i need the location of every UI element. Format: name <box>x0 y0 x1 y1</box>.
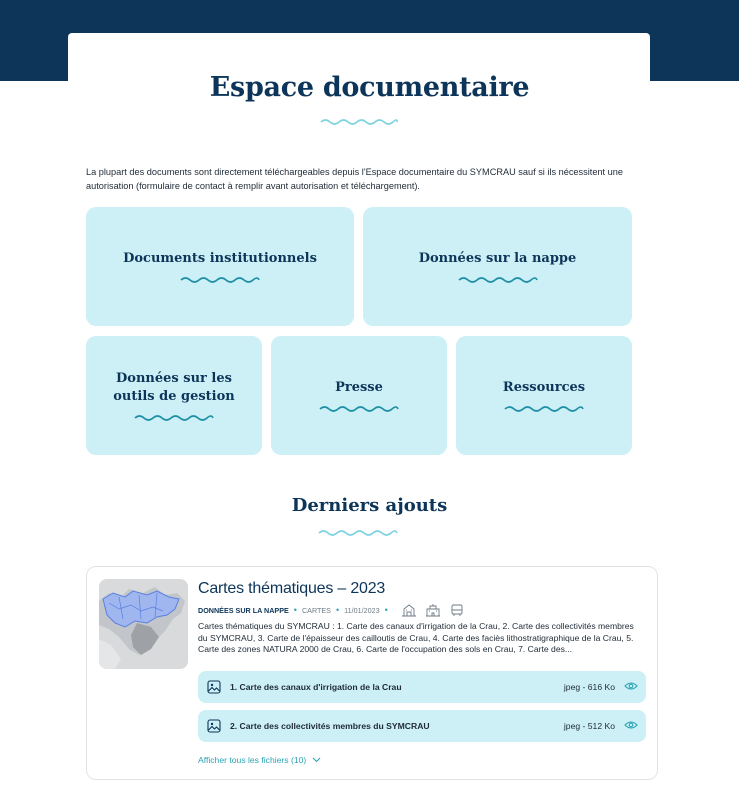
eye-icon[interactable] <box>624 681 638 691</box>
file-size: jpeg - 512 Ko <box>563 721 615 731</box>
chevron-down-icon <box>312 757 321 763</box>
meta-date: 11/01/2023 <box>344 605 380 615</box>
file-row[interactable] <box>198 710 646 742</box>
building-icon <box>401 603 417 617</box>
eye-icon[interactable] <box>624 720 638 730</box>
wave-decoration-icon <box>320 118 398 126</box>
wave-decoration-icon <box>180 276 260 284</box>
school-icon <box>425 603 441 617</box>
wave-decoration-icon <box>504 405 584 413</box>
tile-ressources[interactable] <box>456 336 632 455</box>
page-title: Espace documentaire <box>209 72 530 103</box>
meta-category[interactable]: DONNÉES SUR LA NAPPE <box>198 605 289 615</box>
wave-decoration-icon <box>458 276 538 284</box>
wave-decoration-icon <box>318 529 398 537</box>
image-file-icon <box>207 719 221 733</box>
document-card <box>86 566 658 780</box>
wave-decoration-icon <box>319 405 399 413</box>
tile-label: Presse <box>335 379 383 395</box>
file-row[interactable] <box>198 671 646 703</box>
file-name: 2. Carte des collectivités membres du SYMCRAU <box>230 721 430 731</box>
file-name: 1. Carte des canaux d'irrigation de la Crau <box>230 682 402 692</box>
map-thumbnail[interactable] <box>99 579 188 669</box>
tile-presse[interactable] <box>271 336 447 455</box>
section-title-latest: Derniers ajouts <box>291 495 448 516</box>
show-all-label: Afficher tous les fichiers (10) <box>198 755 307 765</box>
meta-subcategory[interactable]: CARTES <box>301 605 331 615</box>
show-all-files-link[interactable] <box>198 755 321 765</box>
map-thumbnail-image <box>99 579 188 669</box>
meta-separator: • <box>293 605 297 615</box>
tile-donnees-outils-gestion[interactable] <box>86 336 262 455</box>
tile-documents-institutionnels[interactable] <box>86 207 354 326</box>
card-description: Cartes thématiques du SYMCRAU : 1. Carte des canaux d'irrigation de la Crau, 2. Carte des collectivités membres du SYMCRAU, 3. Carte de l'épaisseur des cailloutis de Crau, 4. Carte des faciès lithostratigraphique de la Crau, 5. Carte des zones NATURA 2000 de Crau, 6. Carte de l'occupation des sols en Crau, 7. Carte des... <box>198 621 634 654</box>
meta-separator: • <box>384 605 388 615</box>
tile-label: Ressources <box>502 379 586 395</box>
meta-separator: • <box>335 605 340 615</box>
tile-label: Données sur les outils de gestion <box>113 370 235 404</box>
image-file-icon <box>207 680 221 694</box>
card-title[interactable]: Cartes thématiques – 2023 <box>198 580 386 597</box>
tile-donnees-nappe[interactable] <box>363 207 632 326</box>
bus-icon <box>449 603 465 617</box>
intro-text: La plupart des documents sont directement téléchargeables depuis l'Espace documentaire du SYMCRAU sauf si ils nécessitent une autorisation (formulaire de contact à remplir avant autorisation et téléchargement). <box>86 167 623 191</box>
file-size: jpeg - 616 Ko <box>563 682 615 692</box>
card-meta <box>198 603 465 617</box>
tile-label: Données sur la nappe <box>418 250 577 266</box>
tile-label: Documents institutionnels <box>123 250 317 266</box>
wave-decoration-icon <box>134 414 214 422</box>
